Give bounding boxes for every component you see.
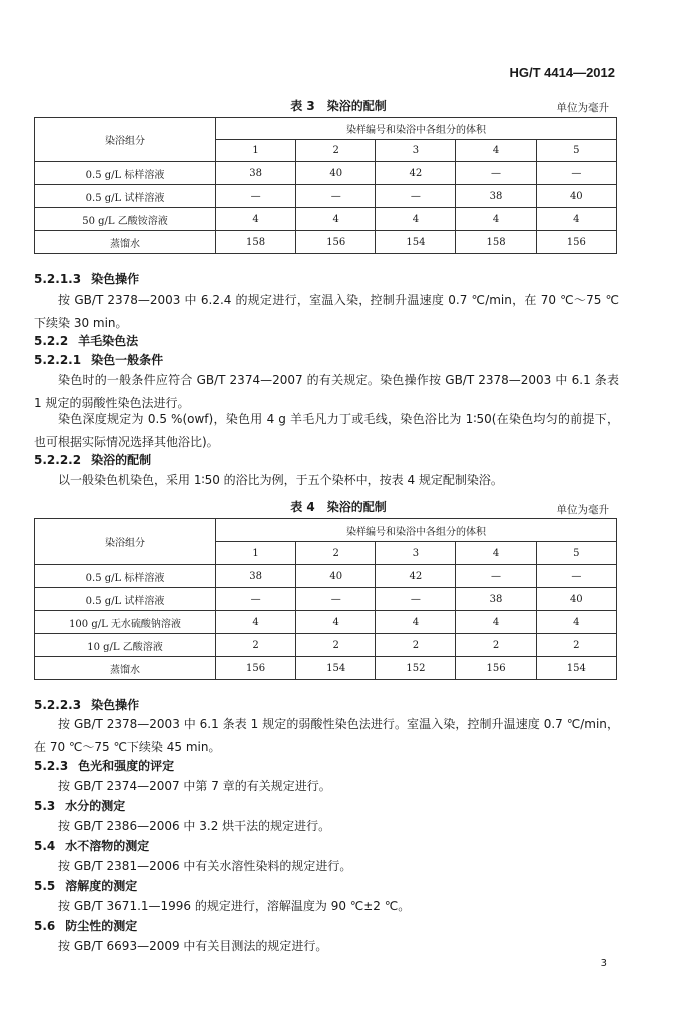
table-cell: 156: [296, 231, 376, 254]
table-cell: 156: [536, 231, 616, 254]
table-cell: 156: [216, 657, 296, 680]
section-title: 水分的测定: [65, 799, 126, 813]
row-label: 蒸馏水: [35, 657, 216, 680]
table-row: [35, 657, 617, 680]
section-heading: [34, 757, 174, 774]
row-label: 0.5 g/L 试样溶液: [35, 185, 216, 208]
section-number: 5.2.1.3: [34, 272, 82, 286]
section-heading: [34, 877, 137, 894]
section-title: 溶解度的测定: [65, 879, 138, 893]
table-cell: 2: [536, 634, 616, 657]
section-number: 5.2.2.3: [34, 698, 82, 712]
table-cell: 42: [376, 162, 456, 185]
table-cell: 2: [376, 634, 456, 657]
section-number: 5.2.2: [34, 334, 69, 348]
table-row: [35, 634, 617, 657]
table-cell: —: [376, 588, 456, 611]
table-cell: —: [216, 185, 296, 208]
table3-sample-number: 1: [216, 140, 296, 162]
table-cell: 4: [296, 208, 376, 231]
table-cell: 4: [376, 208, 456, 231]
table-cell: 154: [296, 657, 376, 680]
table-cell: 4: [296, 611, 376, 634]
section-title: 染色操作: [91, 272, 140, 286]
section-heading: [34, 837, 149, 854]
table-cell: 40: [536, 185, 616, 208]
table-cell: 38: [216, 565, 296, 588]
table-cell: 152: [376, 657, 456, 680]
table-cell: 158: [456, 231, 536, 254]
table4-sample-number: 4: [456, 542, 536, 565]
section-number: 5.4: [34, 839, 56, 853]
row-label: 10 g/L 乙酸溶液: [35, 634, 216, 657]
paragraph: 染色时的一般条件应符合 GB/T 2374—2007 的有关规定。染色操作按 GB/T 2378—2003 中 6.1 条表 1 规定的弱酸性染色法进行。: [34, 373, 619, 410]
standard-code: HG/T 4414—2012: [509, 65, 615, 80]
table-cell: —: [216, 588, 296, 611]
table-row: [35, 231, 617, 254]
section-title: 防尘性的测定: [65, 919, 138, 933]
paragraph: 按 GB/T 2378—2003 中 6.2.4 的规定进行，室温入染，控制升温速度 0.7 ℃/min，在 70 ℃～75 ℃下续染 30 min。: [34, 293, 619, 330]
paragraph: 按 GB/T 3671.1—1996 的规定进行，溶解温度为 90 ℃±2 ℃。: [58, 899, 411, 913]
table3-component-header: 染浴组分: [35, 118, 216, 162]
paragraph: 按 GB/T 6693—2009 中有关目测法的规定进行。: [58, 939, 328, 953]
paragraph: 以一般染色机染色，采用 1∶50 的浴比为例，于五个染杯中，按表 4 规定配制染浴。: [58, 473, 503, 487]
table-row: [35, 611, 617, 634]
table-cell: 154: [536, 657, 616, 680]
table4-sample-number: 1: [216, 542, 296, 565]
section-number: 5.5: [34, 879, 56, 893]
table-cell: —: [536, 565, 616, 588]
section-title: 色光和强度的评定: [78, 759, 175, 773]
table-row: [35, 162, 617, 185]
table-row: [35, 565, 617, 588]
section-number: 5.3: [34, 799, 56, 813]
table4-sample-number: 5: [536, 542, 616, 565]
table3-sample-number: 2: [296, 140, 376, 162]
page-number: 3: [600, 958, 607, 969]
section-number: 5.2.3: [34, 759, 69, 773]
paragraph: 按 GB/T 2381—2006 中有关水溶性染料的规定进行。: [58, 859, 352, 873]
table-cell: 2: [456, 634, 536, 657]
table-cell: —: [376, 185, 456, 208]
table-cell: —: [296, 185, 376, 208]
table-cell: 4: [376, 611, 456, 634]
section-number: 5.6: [34, 919, 56, 933]
table-cell: 42: [376, 565, 456, 588]
paragraph: 按 GB/T 2374—2007 中第 7 章的有关规定进行。: [58, 779, 331, 793]
paragraph: 染色深度规定为 0.5 %(owf)，染色用 4 g 羊毛凡力丁或毛线，染色浴比为 1∶50(在染色均匀的前提下，也可根据实际情况选择其他浴比)。: [34, 412, 619, 449]
table-cell: 4: [456, 208, 536, 231]
section-heading: [34, 351, 163, 368]
section-heading: [34, 696, 139, 713]
table-cell: 40: [296, 162, 376, 185]
section-title: 染色操作: [91, 698, 140, 712]
table-cell: 4: [216, 611, 296, 634]
table-cell: 158: [216, 231, 296, 254]
table-cell: —: [456, 162, 536, 185]
table3-caption: 表 3 染浴的配制: [290, 99, 387, 113]
table3-unit: 单位为毫升: [556, 102, 609, 114]
table-cell: —: [536, 162, 616, 185]
table3-sample-number: 4: [456, 140, 536, 162]
paragraph: 按 GB/T 2386—2006 中 3.2 烘干法的规定进行。: [58, 819, 331, 833]
section-number: 5.2.2.1: [34, 353, 82, 367]
table-cell: —: [296, 588, 376, 611]
section-heading: [34, 332, 138, 349]
table-cell: 38: [456, 588, 536, 611]
section-heading: [34, 917, 137, 934]
table-cell: 40: [296, 565, 376, 588]
table-row: [35, 588, 617, 611]
table-cell: 38: [216, 162, 296, 185]
table-cell: 154: [376, 231, 456, 254]
table3: [34, 117, 617, 254]
table4-component-header: 染浴组分: [35, 519, 216, 565]
row-label: 100 g/L 无水硫酸钠溶液: [35, 611, 216, 634]
section-heading: [34, 451, 151, 468]
table-cell: 38: [456, 185, 536, 208]
table4-sample-number: 2: [296, 542, 376, 565]
row-label: 0.5 g/L 试样溶液: [35, 588, 216, 611]
paragraph: 按 GB/T 2378—2003 中 6.1 条表 1 规定的弱酸性染色法进行。室温入染，控制升温速度 0.7 ℃/min，在 70 ℃～75 ℃下续染 45 min。: [34, 717, 619, 754]
table4-group-header: 染样编号和染浴中各组分的体积: [216, 519, 617, 542]
table-row: [35, 185, 617, 208]
table-cell: 156: [456, 657, 536, 680]
table-cell: 4: [536, 611, 616, 634]
row-label: 50 g/L 乙酸铵溶液: [35, 208, 216, 231]
section-heading: [34, 797, 125, 814]
row-label: 0.5 g/L 标样溶液: [35, 162, 216, 185]
table4-unit: 单位为毫升: [556, 504, 609, 516]
table4: [34, 518, 617, 680]
row-label: 0.5 g/L 标样溶液: [35, 565, 216, 588]
section-number: 5.2.2.2: [34, 453, 82, 467]
row-label: 蒸馏水: [35, 231, 216, 254]
table-cell: 40: [536, 588, 616, 611]
section-title: 羊毛染色法: [78, 334, 139, 348]
section-title: 染色一般条件: [91, 353, 164, 367]
section-heading: [34, 270, 139, 287]
table4-caption: 表 4 染浴的配制: [290, 500, 387, 514]
section-title: 水不溶物的测定: [65, 839, 150, 853]
table-cell: 4: [536, 208, 616, 231]
table3-group-header: 染样编号和染浴中各组分的体积: [216, 118, 617, 140]
table-cell: 2: [216, 634, 296, 657]
table-cell: 4: [456, 611, 536, 634]
section-title: 染浴的配制: [91, 453, 152, 467]
table-cell: 2: [296, 634, 376, 657]
table-row: [35, 208, 617, 231]
table-cell: 4: [216, 208, 296, 231]
table-cell: —: [456, 565, 536, 588]
table3-sample-number: 3: [376, 140, 456, 162]
table3-sample-number: 5: [536, 140, 616, 162]
table4-sample-number: 3: [376, 542, 456, 565]
